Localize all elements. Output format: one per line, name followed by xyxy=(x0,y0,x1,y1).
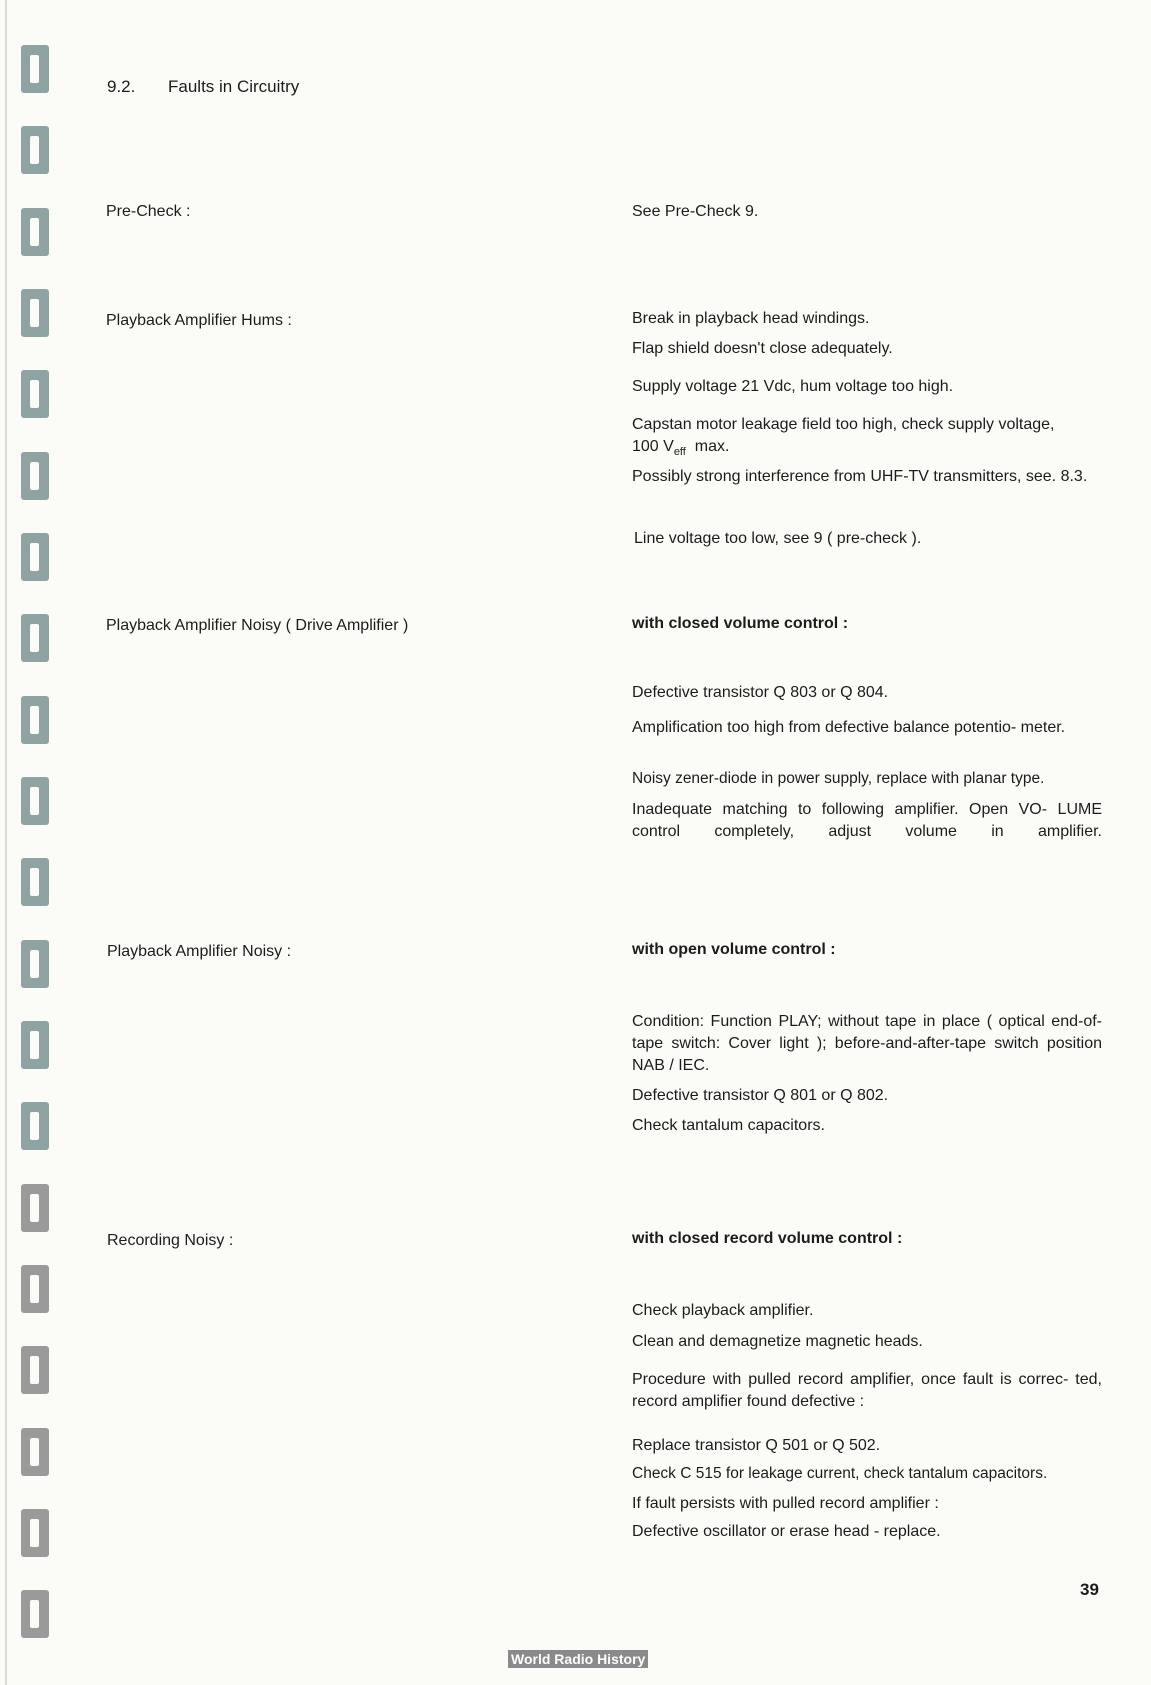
fault-label-pre-check: Pre-Check : xyxy=(106,203,191,220)
binder-hole xyxy=(21,289,49,337)
fault-detail: Defective transistor Q 803 or Q 804. xyxy=(632,684,889,701)
binder-hole xyxy=(21,696,49,744)
fault-detail: Check C 515 for leakage current, check tantalum capacitors. xyxy=(632,1465,1048,1482)
section-number: 9.2. xyxy=(107,77,136,96)
binder-hole xyxy=(21,1346,49,1394)
fault-condition: with closed volume control : xyxy=(632,615,849,632)
binder-hole xyxy=(21,1102,49,1150)
fault-detail: Inadequate matching to following amplifier. Open VO- LUME control completely, adjust volume in amplifier. xyxy=(632,801,1102,840)
binder-hole xyxy=(21,858,49,906)
fault-detail: Flap shield doesn't close adequately. xyxy=(632,340,893,357)
fault-detail: Supply voltage 21 Vdc, hum voltage too high. xyxy=(632,378,954,395)
section-title: Faults in Circuitry xyxy=(168,77,300,96)
binder-edge xyxy=(5,0,7,1685)
page-number: 39 xyxy=(1080,1580,1099,1599)
fault-detail: Amplification too high from defective balance potentio- meter. xyxy=(632,719,1066,736)
binder-hole xyxy=(21,370,49,418)
fault-detail: If fault persists with pulled record amplifier : xyxy=(632,1495,939,1512)
fault-condition: with open volume control : xyxy=(632,941,836,958)
fault-detail: Break in playback head windings. xyxy=(632,310,870,327)
binder-hole xyxy=(21,940,49,988)
fault-label-playback-noisy: Playback Amplifier Noisy : xyxy=(107,943,292,960)
binder-hole xyxy=(21,1590,49,1638)
fault-detail: Procedure with pulled record amplifier, once fault is correc- ted, record amplifier found defective : xyxy=(632,1371,1102,1410)
fault-detail: Possibly strong interference from UHF-TV transmitters, see. 8.3. xyxy=(632,468,1088,485)
binder-hole xyxy=(21,533,49,581)
binder-hole xyxy=(21,1428,49,1476)
fault-detail: Defective oscillator or erase head - replace. xyxy=(632,1523,941,1540)
binder-hole xyxy=(21,45,49,93)
binder-hole xyxy=(21,1021,49,1069)
fault-label-playback-noisy-drive: Playback Amplifier Noisy ( Drive Amplifier ) xyxy=(106,617,409,634)
fault-detail: Capstan motor leakage field too high, check supply voltage, xyxy=(632,416,1055,433)
binder-hole xyxy=(21,1265,49,1313)
fault-detail: Clean and demagnetize magnetic heads. xyxy=(632,1333,923,1350)
fault-label-playback-hums: Playback Amplifier Hums : xyxy=(106,312,292,329)
binder-hole xyxy=(21,126,49,174)
binder-hole xyxy=(21,1509,49,1557)
fault-label-recording-noisy: Recording Noisy : xyxy=(107,1232,234,1249)
fault-detail: Condition: Function PLAY; without tape in place ( optical end-of-tape switch: Cover light ); before-and-after-tape switch position NAB / IEC. xyxy=(632,1013,1102,1074)
binder-hole xyxy=(21,777,49,825)
fault-detail: See Pre-Check 9. xyxy=(632,203,759,220)
fault-detail: Noisy zener-diode in power supply, replace with planar type. xyxy=(632,770,1045,787)
fault-detail: Check tantalum capacitors. xyxy=(632,1117,825,1134)
footer-watermark: World Radio History xyxy=(508,1650,648,1668)
binder-hole xyxy=(21,452,49,500)
binder-hole xyxy=(21,208,49,256)
fault-detail: Defective transistor Q 801 or Q 802. xyxy=(632,1087,889,1104)
binder-hole xyxy=(21,1184,49,1232)
fault-detail: Check playback amplifier. xyxy=(632,1302,814,1319)
fault-detail-voltage: 100 $V_{eff}$ max. xyxy=(632,438,730,458)
fault-detail: Replace transistor Q 501 or Q 502. xyxy=(632,1437,881,1454)
fault-condition: with closed record volume control : xyxy=(632,1230,903,1247)
binder-hole xyxy=(21,614,49,662)
fault-detail: Line voltage too low, see 9 ( pre-check ). xyxy=(634,530,922,547)
